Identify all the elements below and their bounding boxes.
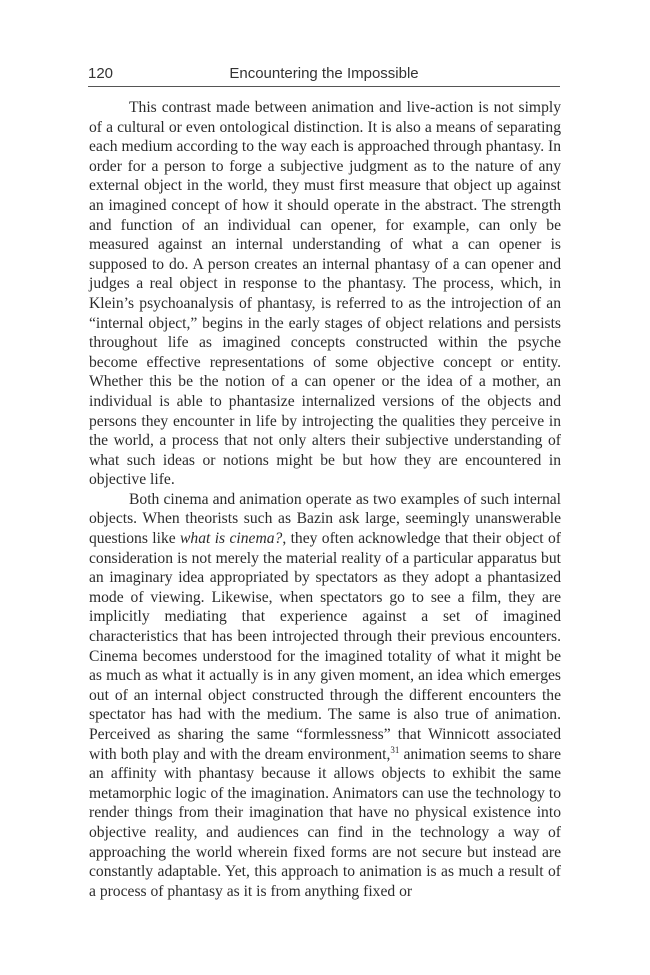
page-number: 120 [88, 65, 114, 82]
paragraph [89, 490, 561, 901]
paragraph [89, 98, 561, 490]
paragraph-text: This contrast made between animation and live-action is not simply of a cultural or even ontological distinction. It is also a means of separating each medium according to the way each is approached through phantasy. In order for a person to forge a subjective judgment as to the nature of any external object in the world, they must first measure that object up against an imagined concept of how it should operate in the abstract. The strength and function of an individual can opener, for example, can only be measured against an internal understanding of what a can opener is supposed to do. A person creates an internal phantasy of a can opener and judges a real object in response to the phantasy. The process, which, in Klein’s psychoanalysis of phantasy, is referred to as the introjection of an “internal object,” begins in the early stages of object relations and persists throughout life as imagined concepts constructed within the psyche become effective representations of some objective concept or entity. Whether this be the notion of a can opener or the idea of a mother, an individual is able to phantasize internalized versions of the objects and persons they encounter in life by introjecting the qualities they perceive in the world, a process that not only alters their subjective understanding of what such ideas or notions might be but how they are encountered in objective life. [89, 99, 561, 489]
page-header [88, 63, 560, 85]
body-text [89, 98, 561, 901]
header-rule [88, 86, 560, 87]
running-title: Encountering the Impossible [229, 65, 419, 82]
paragraph-text: , they often acknowledge that their object of consideration is not merely the material reality of a particular apparatus but an imaginary idea appropriated by spectators as they adopt a phantasized mode of viewing. Likewise, when spectators go to see a film, they are implicitly mediating that experience against a set of imagined characteristics that has been introjected through their previous encounters. Cinema becomes understood for the imagined totality of what it might be as much as what it actually is in any given moment, an idea which emerges out of an internal object constructed through the different encounters the spectator has had with the medium. The same is also true of animation. Perceived as sharing the same “formlessness” that Winnicott associated with both play and with the dream environment, [89, 530, 561, 763]
italic-phrase: what is cinema? [180, 530, 283, 548]
paragraph-text: animation seems to share an affinity with phantasy because it allows objects to exhibit the same metamorphic logic of the imagination. Animators can use the technology to render things from their imagination that have no physical existence into objective reality, and audiences can find in the technology a way of approaching the world wherein fixed forms are not secure but instead are constantly adaptable. Yet, this approach to animation is as much a result of a process of phantasy as it is from anything fixed or [89, 745, 562, 900]
footnote-marker: 31 [390, 744, 400, 755]
paragraph-text: Both cinema and animation operate as two examples of such internal objects. When theorists such as Bazin ask large, seemingly unanswerable questions like [89, 490, 561, 548]
